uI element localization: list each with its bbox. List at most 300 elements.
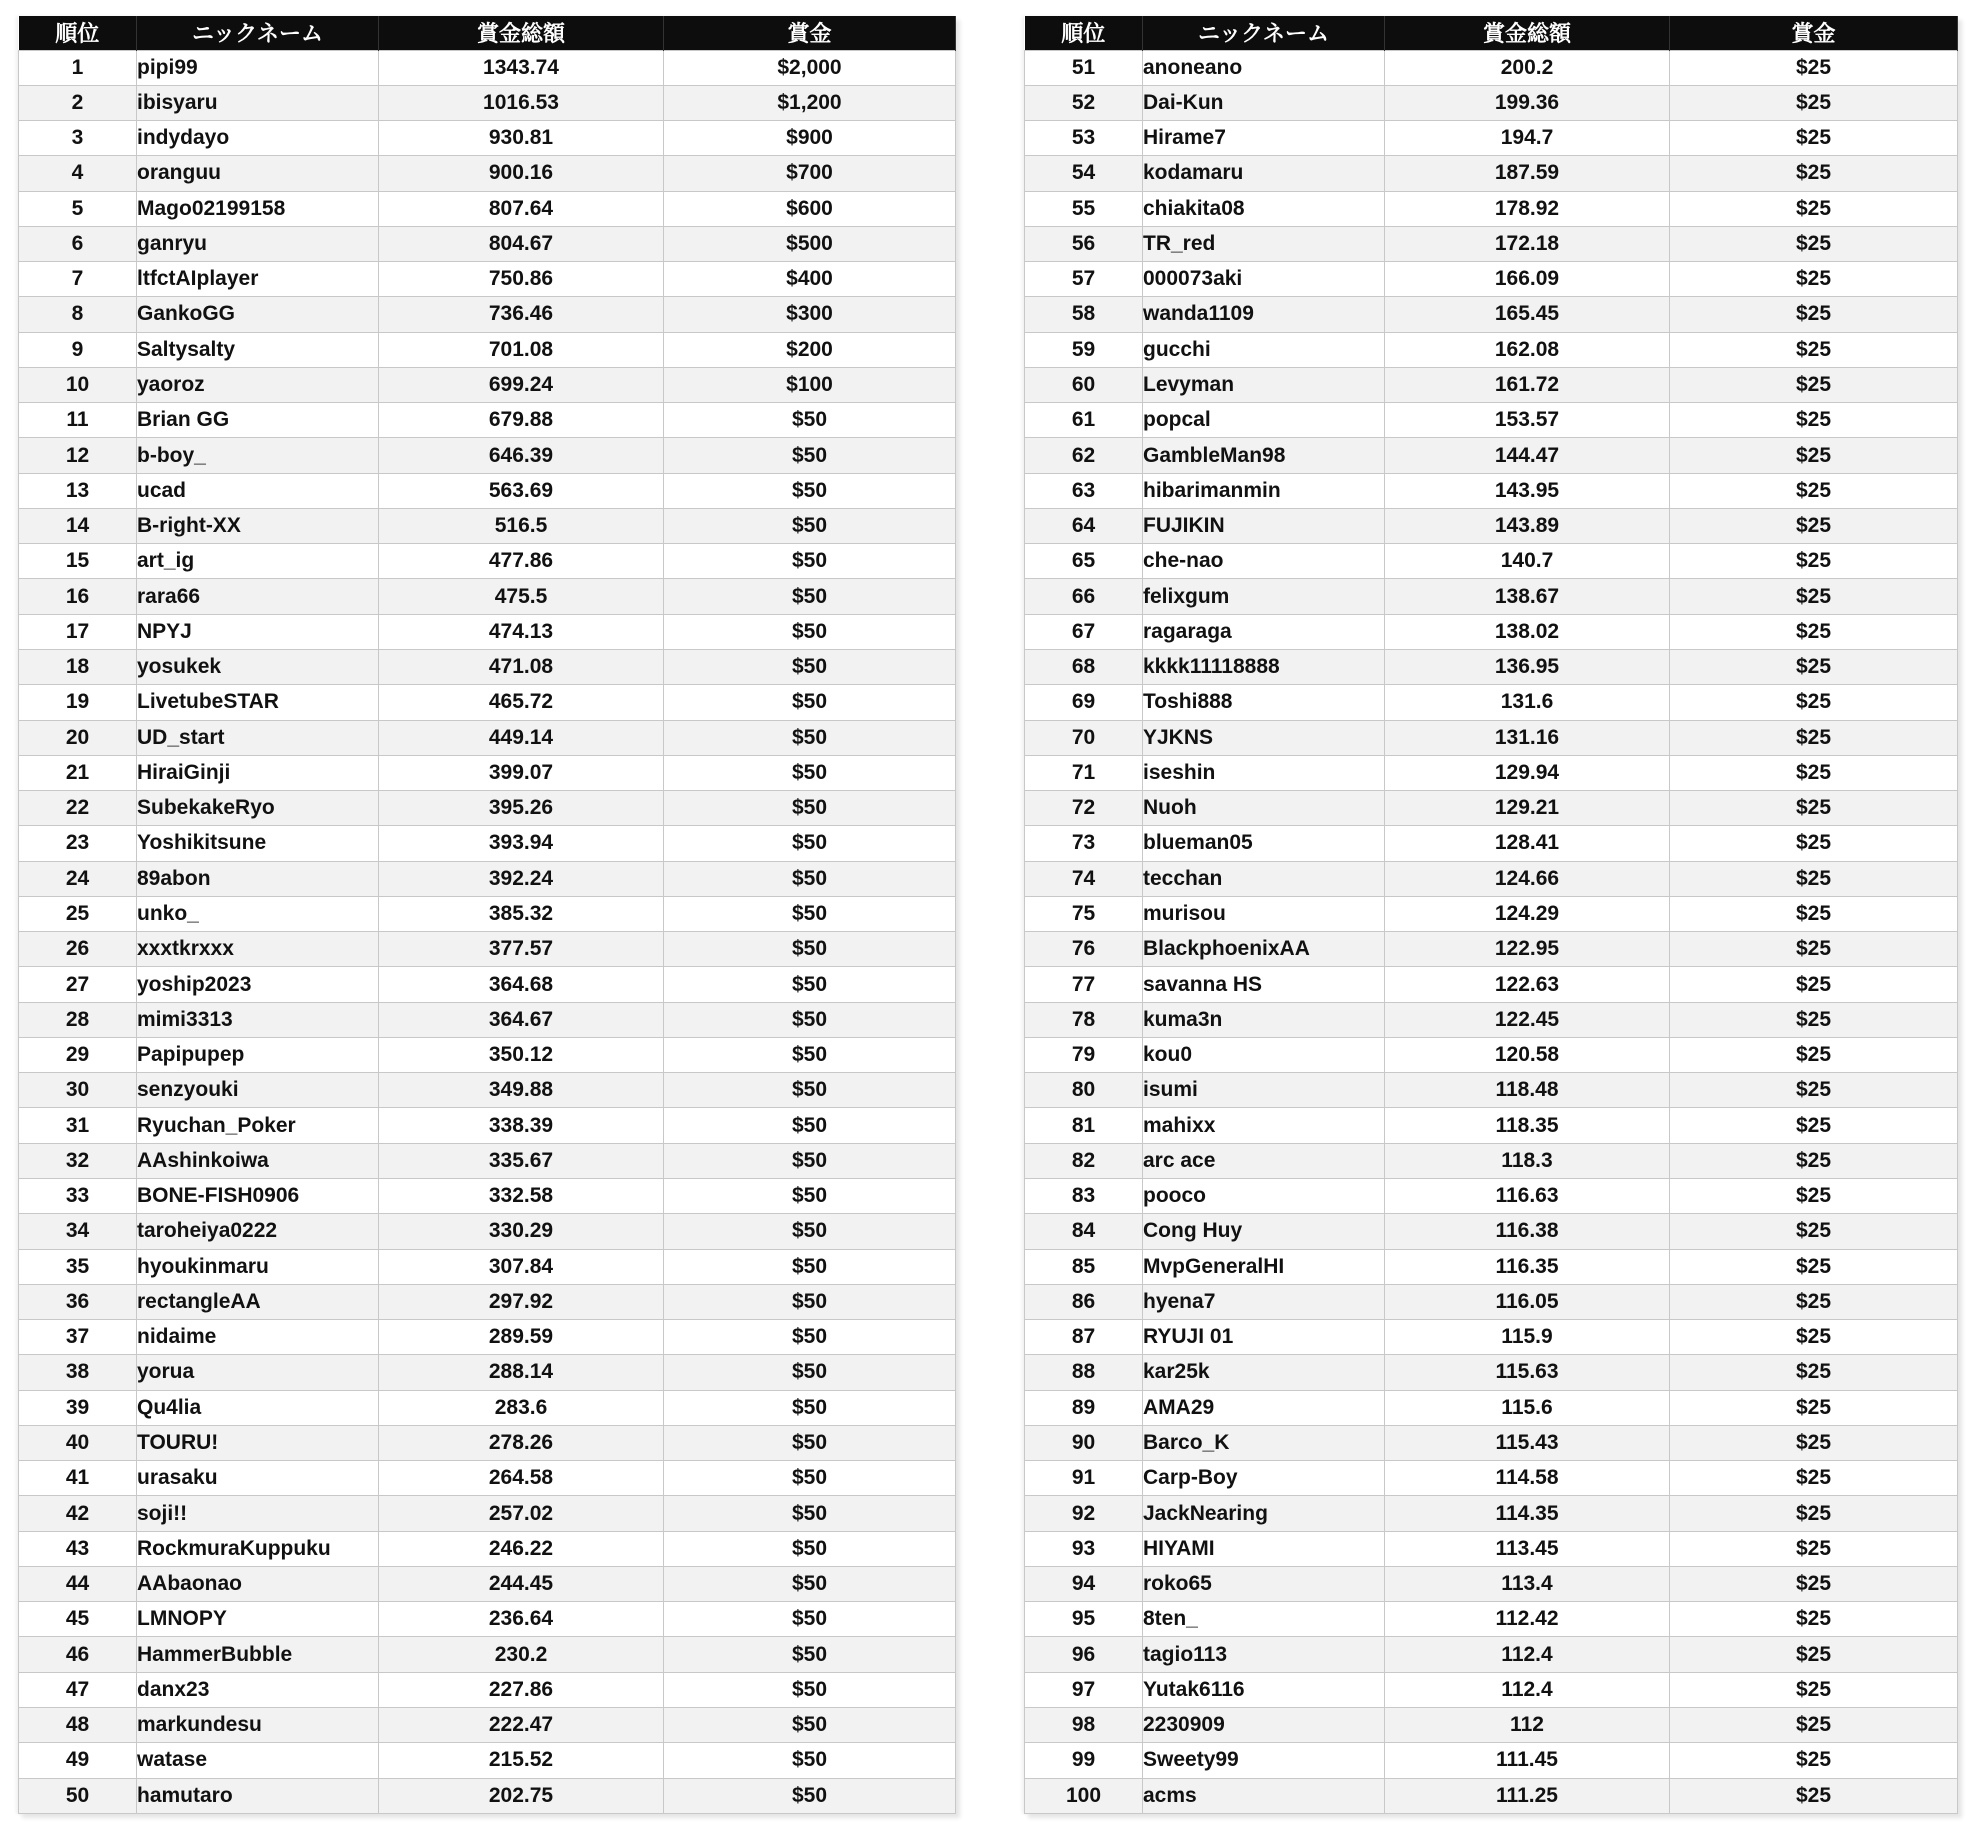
total-winnings-cell: 377.57 [379, 932, 664, 967]
nickname-cell: TR_red [1143, 226, 1385, 261]
total-winnings-cell: 138.02 [1385, 614, 1670, 649]
table-row [19, 1602, 956, 1637]
total-winnings-cell: 165.45 [1385, 297, 1670, 332]
prize-cell: $25 [1670, 1743, 1958, 1778]
rank-cell: 1 [19, 50, 137, 85]
total-winnings-cell: 349.88 [379, 1073, 664, 1108]
rank-cell: 27 [19, 967, 137, 1002]
prize-cell: $50 [664, 1496, 956, 1531]
table-header-row [1025, 16, 1958, 50]
rank-cell: 59 [1025, 332, 1143, 367]
nickname-cell: senzyouki [137, 1073, 379, 1108]
table-row [1025, 1355, 1958, 1390]
total-winnings-cell: 477.86 [379, 544, 664, 579]
total-winnings-cell: 115.6 [1385, 1390, 1670, 1425]
table-row [1025, 1284, 1958, 1319]
nickname-cell: LMNOPY [137, 1602, 379, 1637]
rank-cell: 80 [1025, 1073, 1143, 1108]
nickname-cell: blueman05 [1143, 826, 1385, 861]
total-winnings-cell: 114.35 [1385, 1496, 1670, 1531]
prize-cell: $25 [1670, 1461, 1958, 1496]
table-row [1025, 544, 1958, 579]
prize-cell: $100 [664, 367, 956, 402]
rank-cell: 51 [1025, 50, 1143, 85]
prize-cell: $25 [1670, 1108, 1958, 1143]
nickname-cell: yosukek [137, 650, 379, 685]
nickname-cell: 89abon [137, 861, 379, 896]
rank-cell: 4 [19, 156, 137, 191]
prize-cell: $600 [664, 191, 956, 226]
prize-cell: $25 [1670, 1425, 1958, 1460]
table-row [19, 614, 956, 649]
rank-cell: 13 [19, 473, 137, 508]
nickname-cell: hibarimanmin [1143, 473, 1385, 508]
total-winnings-cell: 516.5 [379, 508, 664, 543]
table-row [19, 473, 956, 508]
prize-cell: $50 [664, 579, 956, 614]
total-winnings-cell: 335.67 [379, 1143, 664, 1178]
nickname-cell: B-right-XX [137, 508, 379, 543]
table-row [1025, 861, 1958, 896]
header-total-winnings: 賞金総額 [379, 16, 664, 50]
table-row [1025, 896, 1958, 931]
table-row [19, 121, 956, 156]
rank-cell: 31 [19, 1108, 137, 1143]
total-winnings-cell: 116.63 [1385, 1179, 1670, 1214]
prize-cell: $25 [1670, 156, 1958, 191]
prize-cell: $200 [664, 332, 956, 367]
rank-cell: 46 [19, 1637, 137, 1672]
rank-cell: 43 [19, 1531, 137, 1566]
prize-cell: $25 [1670, 650, 1958, 685]
rank-cell: 63 [1025, 473, 1143, 508]
nickname-cell: Levyman [1143, 367, 1385, 402]
nickname-cell: pipi99 [137, 50, 379, 85]
prize-cell: $25 [1670, 1073, 1958, 1108]
rank-cell: 19 [19, 685, 137, 720]
nickname-cell: BONE-FISH0906 [137, 1179, 379, 1214]
rank-cell: 69 [1025, 685, 1143, 720]
rank-cell: 85 [1025, 1249, 1143, 1284]
table-row [1025, 367, 1958, 402]
table-row [1025, 1108, 1958, 1143]
nickname-cell: NPYJ [137, 614, 379, 649]
nickname-cell: Saltysalty [137, 332, 379, 367]
table-row [19, 967, 956, 1002]
nickname-cell: rectangleAA [137, 1284, 379, 1319]
ranking-rows-left [19, 50, 956, 1814]
nickname-cell: 000073aki [1143, 262, 1385, 297]
table-row [19, 932, 956, 967]
rank-cell: 10 [19, 367, 137, 402]
table-row [1025, 1743, 1958, 1778]
prize-cell: $25 [1670, 473, 1958, 508]
nickname-cell: kodamaru [1143, 156, 1385, 191]
prize-cell: $50 [664, 1355, 956, 1390]
rank-cell: 8 [19, 297, 137, 332]
prize-cell: $25 [1670, 85, 1958, 120]
prize-cell: $50 [664, 1108, 956, 1143]
nickname-cell: hyena7 [1143, 1284, 1385, 1319]
table-row [1025, 1672, 1958, 1707]
rank-cell: 33 [19, 1179, 137, 1214]
nickname-cell: Qu4lia [137, 1390, 379, 1425]
table-row [19, 1743, 956, 1778]
table-row [1025, 720, 1958, 755]
total-winnings-cell: 350.12 [379, 1037, 664, 1072]
table-row [19, 85, 956, 120]
total-winnings-cell: 118.35 [1385, 1108, 1670, 1143]
table-row [19, 1390, 956, 1425]
total-winnings-cell: 131.16 [1385, 720, 1670, 755]
nickname-cell: oranguu [137, 156, 379, 191]
table-row [1025, 473, 1958, 508]
nickname-cell: kkkk11118888 [1143, 650, 1385, 685]
rank-cell: 32 [19, 1143, 137, 1178]
table-row [1025, 967, 1958, 1002]
prize-cell: $50 [664, 1637, 956, 1672]
prize-cell: $25 [1670, 614, 1958, 649]
prize-cell: $25 [1670, 1531, 1958, 1566]
table-row [19, 1037, 956, 1072]
rank-cell: 21 [19, 755, 137, 790]
prize-cell: $25 [1670, 1602, 1958, 1637]
table-row [19, 50, 956, 85]
table-row [19, 826, 956, 861]
total-winnings-cell: 200.2 [1385, 50, 1670, 85]
nickname-cell: Hirame7 [1143, 121, 1385, 156]
rank-cell: 24 [19, 861, 137, 896]
table-row [1025, 1002, 1958, 1037]
prize-cell: $25 [1670, 1214, 1958, 1249]
nickname-cell: ltfctAIplayer [137, 262, 379, 297]
table-row [1025, 1602, 1958, 1637]
nickname-cell: 2230909 [1143, 1707, 1385, 1742]
total-winnings-cell: 465.72 [379, 685, 664, 720]
table-row [1025, 1249, 1958, 1284]
nickname-cell: wanda1109 [1143, 297, 1385, 332]
rank-cell: 28 [19, 1002, 137, 1037]
total-winnings-cell: 257.02 [379, 1496, 664, 1531]
table-row [19, 1002, 956, 1037]
prize-cell: $50 [664, 614, 956, 649]
total-winnings-cell: 178.92 [1385, 191, 1670, 226]
table-row [19, 1320, 956, 1355]
nickname-cell: acms [1143, 1778, 1385, 1813]
prize-cell: $25 [1670, 932, 1958, 967]
rank-cell: 17 [19, 614, 137, 649]
prize-cell: $25 [1670, 755, 1958, 790]
prize-cell: $50 [664, 403, 956, 438]
total-winnings-cell: 215.52 [379, 1743, 664, 1778]
total-winnings-cell: 112.4 [1385, 1637, 1670, 1672]
rank-cell: 34 [19, 1214, 137, 1249]
prize-cell: $50 [664, 826, 956, 861]
rank-cell: 61 [1025, 403, 1143, 438]
rank-cell: 16 [19, 579, 137, 614]
table-row [1025, 50, 1958, 85]
table-row [19, 1249, 956, 1284]
total-winnings-cell: 701.08 [379, 332, 664, 367]
prize-cell: $25 [1670, 1707, 1958, 1742]
total-winnings-cell: 385.32 [379, 896, 664, 931]
rank-cell: 45 [19, 1602, 137, 1637]
rank-cell: 23 [19, 826, 137, 861]
rank-cell: 71 [1025, 755, 1143, 790]
rank-cell: 39 [19, 1390, 137, 1425]
total-winnings-cell: 116.35 [1385, 1249, 1670, 1284]
total-winnings-cell: 330.29 [379, 1214, 664, 1249]
table-row [1025, 1143, 1958, 1178]
table-row [19, 1531, 956, 1566]
header-prize: 賞金 [664, 16, 956, 50]
nickname-cell: HiraiGinji [137, 755, 379, 790]
nickname-cell: SubekakeRyo [137, 791, 379, 826]
table-row [1025, 332, 1958, 367]
total-winnings-cell: 199.36 [1385, 85, 1670, 120]
total-winnings-cell: 128.41 [1385, 826, 1670, 861]
rank-cell: 60 [1025, 367, 1143, 402]
nickname-cell: felixgum [1143, 579, 1385, 614]
total-winnings-cell: 113.4 [1385, 1566, 1670, 1601]
nickname-cell: GambleMan98 [1143, 438, 1385, 473]
table-row [1025, 1496, 1958, 1531]
rank-cell: 11 [19, 403, 137, 438]
rank-cell: 65 [1025, 544, 1143, 579]
rank-cell: 97 [1025, 1672, 1143, 1707]
prize-cell: $400 [664, 262, 956, 297]
table-row [1025, 1214, 1958, 1249]
rank-cell: 15 [19, 544, 137, 579]
rank-cell: 29 [19, 1037, 137, 1072]
total-winnings-cell: 116.05 [1385, 1284, 1670, 1319]
rank-cell: 78 [1025, 1002, 1143, 1037]
total-winnings-cell: 236.64 [379, 1602, 664, 1637]
prize-cell: $25 [1670, 1143, 1958, 1178]
nickname-cell: mimi3313 [137, 1002, 379, 1037]
nickname-cell: popcal [1143, 403, 1385, 438]
nickname-cell: arc ace [1143, 1143, 1385, 1178]
nickname-cell: kuma3n [1143, 1002, 1385, 1037]
rank-cell: 57 [1025, 262, 1143, 297]
prize-cell: $50 [664, 685, 956, 720]
nickname-cell: Yutak6116 [1143, 1672, 1385, 1707]
rank-cell: 92 [1025, 1496, 1143, 1531]
nickname-cell: AAshinkoiwa [137, 1143, 379, 1178]
rank-cell: 54 [1025, 156, 1143, 191]
table-row [19, 720, 956, 755]
rank-cell: 73 [1025, 826, 1143, 861]
table-row [19, 508, 956, 543]
prize-cell: $25 [1670, 262, 1958, 297]
total-winnings-cell: 736.46 [379, 297, 664, 332]
nickname-cell: FUJIKIN [1143, 508, 1385, 543]
rank-cell: 5 [19, 191, 137, 226]
total-winnings-cell: 112.4 [1385, 1672, 1670, 1707]
prize-cell: $1,200 [664, 85, 956, 120]
total-winnings-cell: 140.7 [1385, 544, 1670, 579]
total-winnings-cell: 113.45 [1385, 1531, 1670, 1566]
rank-cell: 70 [1025, 720, 1143, 755]
rank-cell: 52 [1025, 85, 1143, 120]
table-row [19, 1425, 956, 1460]
total-winnings-cell: 166.09 [1385, 262, 1670, 297]
table-row [19, 579, 956, 614]
rank-cell: 53 [1025, 121, 1143, 156]
total-winnings-cell: 227.86 [379, 1672, 664, 1707]
total-winnings-cell: 172.18 [1385, 226, 1670, 261]
nickname-cell: Dai-Kun [1143, 85, 1385, 120]
rank-cell: 91 [1025, 1461, 1143, 1496]
table-row [1025, 1778, 1958, 1813]
header-rank: 順位 [1025, 16, 1143, 50]
rank-cell: 90 [1025, 1425, 1143, 1460]
prize-cell: $50 [664, 1743, 956, 1778]
nickname-cell: hamutaro [137, 1778, 379, 1813]
nickname-cell: soji!! [137, 1496, 379, 1531]
prize-cell: $25 [1670, 826, 1958, 861]
rank-cell: 30 [19, 1073, 137, 1108]
total-winnings-cell: 136.95 [1385, 650, 1670, 685]
nickname-cell: Yoshikitsune [137, 826, 379, 861]
table-row [1025, 403, 1958, 438]
rank-cell: 81 [1025, 1108, 1143, 1143]
table-row [1025, 1637, 1958, 1672]
total-winnings-cell: 116.38 [1385, 1214, 1670, 1249]
total-winnings-cell: 246.22 [379, 1531, 664, 1566]
total-winnings-cell: 194.7 [1385, 121, 1670, 156]
table-row [1025, 262, 1958, 297]
nickname-cell: BlackphoenixAA [1143, 932, 1385, 967]
total-winnings-cell: 111.25 [1385, 1778, 1670, 1813]
rank-cell: 26 [19, 932, 137, 967]
total-winnings-cell: 112 [1385, 1707, 1670, 1742]
table-row [19, 191, 956, 226]
nickname-cell: tecchan [1143, 861, 1385, 896]
prize-cell: $25 [1670, 508, 1958, 543]
rank-cell: 84 [1025, 1214, 1143, 1249]
rank-cell: 2 [19, 85, 137, 120]
table-row [19, 1707, 956, 1742]
nickname-cell: gucchi [1143, 332, 1385, 367]
rank-cell: 86 [1025, 1284, 1143, 1319]
rank-cell: 79 [1025, 1037, 1143, 1072]
nickname-cell: Barco_K [1143, 1425, 1385, 1460]
rank-cell: 47 [19, 1672, 137, 1707]
rank-cell: 56 [1025, 226, 1143, 261]
nickname-cell: Mago02199158 [137, 191, 379, 226]
ranking-rows-right [1025, 50, 1958, 1814]
prize-cell: $25 [1670, 896, 1958, 931]
nickname-cell: kar25k [1143, 1355, 1385, 1390]
prize-cell: $50 [664, 1602, 956, 1637]
total-winnings-cell: 364.68 [379, 967, 664, 1002]
table-row [1025, 85, 1958, 120]
prize-cell: $25 [1670, 1355, 1958, 1390]
prize-cell: $50 [664, 473, 956, 508]
prize-cell: $25 [1670, 1566, 1958, 1601]
nickname-cell: LivetubeSTAR [137, 685, 379, 720]
prize-cell: $25 [1670, 791, 1958, 826]
table-row [1025, 297, 1958, 332]
table-row [1025, 1707, 1958, 1742]
rank-cell: 58 [1025, 297, 1143, 332]
ranking-table-left [18, 16, 956, 1814]
prize-cell: $50 [664, 1390, 956, 1425]
total-winnings-cell: 112.42 [1385, 1602, 1670, 1637]
nickname-cell: hyoukinmaru [137, 1249, 379, 1284]
total-winnings-cell: 699.24 [379, 367, 664, 402]
rank-cell: 42 [19, 1496, 137, 1531]
prize-cell: $25 [1670, 367, 1958, 402]
prize-cell: $50 [664, 1037, 956, 1072]
total-winnings-cell: 131.6 [1385, 685, 1670, 720]
prize-cell: $25 [1670, 544, 1958, 579]
prize-cell: $50 [664, 1073, 956, 1108]
total-winnings-cell: 1343.74 [379, 50, 664, 85]
rank-cell: 18 [19, 650, 137, 685]
prize-cell: $25 [1670, 1179, 1958, 1214]
total-winnings-cell: 475.5 [379, 579, 664, 614]
total-winnings-cell: 161.72 [1385, 367, 1670, 402]
nickname-cell: HammerBubble [137, 1637, 379, 1672]
rank-cell: 40 [19, 1425, 137, 1460]
table-row [19, 367, 956, 402]
table-row [1025, 1037, 1958, 1072]
total-winnings-cell: 115.63 [1385, 1355, 1670, 1390]
rank-cell: 77 [1025, 967, 1143, 1002]
table-row [1025, 1179, 1958, 1214]
rank-cell: 36 [19, 1284, 137, 1319]
prize-cell: $25 [1670, 1637, 1958, 1672]
table-row [19, 297, 956, 332]
prize-cell: $25 [1670, 297, 1958, 332]
table-row [1025, 121, 1958, 156]
header-nickname: ニックネーム [1143, 16, 1385, 50]
header-rank: 順位 [19, 16, 137, 50]
nickname-cell: taroheiya0222 [137, 1214, 379, 1249]
nickname-cell: nidaime [137, 1320, 379, 1355]
prize-cell: $50 [664, 438, 956, 473]
nickname-cell: murisou [1143, 896, 1385, 931]
table-row [19, 262, 956, 297]
rank-cell: 93 [1025, 1531, 1143, 1566]
table-row [19, 226, 956, 261]
rank-cell: 9 [19, 332, 137, 367]
rank-cell: 22 [19, 791, 137, 826]
table-row [19, 1355, 956, 1390]
total-winnings-cell: 115.9 [1385, 1320, 1670, 1355]
total-winnings-cell: 129.94 [1385, 755, 1670, 790]
rank-cell: 64 [1025, 508, 1143, 543]
rank-cell: 98 [1025, 1707, 1143, 1742]
prize-cell: $50 [664, 1461, 956, 1496]
nickname-cell: b-boy_ [137, 438, 379, 473]
table-row [19, 1496, 956, 1531]
total-winnings-cell: 338.39 [379, 1108, 664, 1143]
header-prize: 賞金 [1670, 16, 1958, 50]
rank-cell: 89 [1025, 1390, 1143, 1425]
rank-cell: 3 [19, 121, 137, 156]
prize-cell: $2,000 [664, 50, 956, 85]
table-row [19, 1073, 956, 1108]
total-winnings-cell: 114.58 [1385, 1461, 1670, 1496]
table-row [19, 332, 956, 367]
prize-cell: $50 [664, 1531, 956, 1566]
total-winnings-cell: 307.84 [379, 1249, 664, 1284]
prize-cell: $25 [1670, 1390, 1958, 1425]
total-winnings-cell: 364.67 [379, 1002, 664, 1037]
